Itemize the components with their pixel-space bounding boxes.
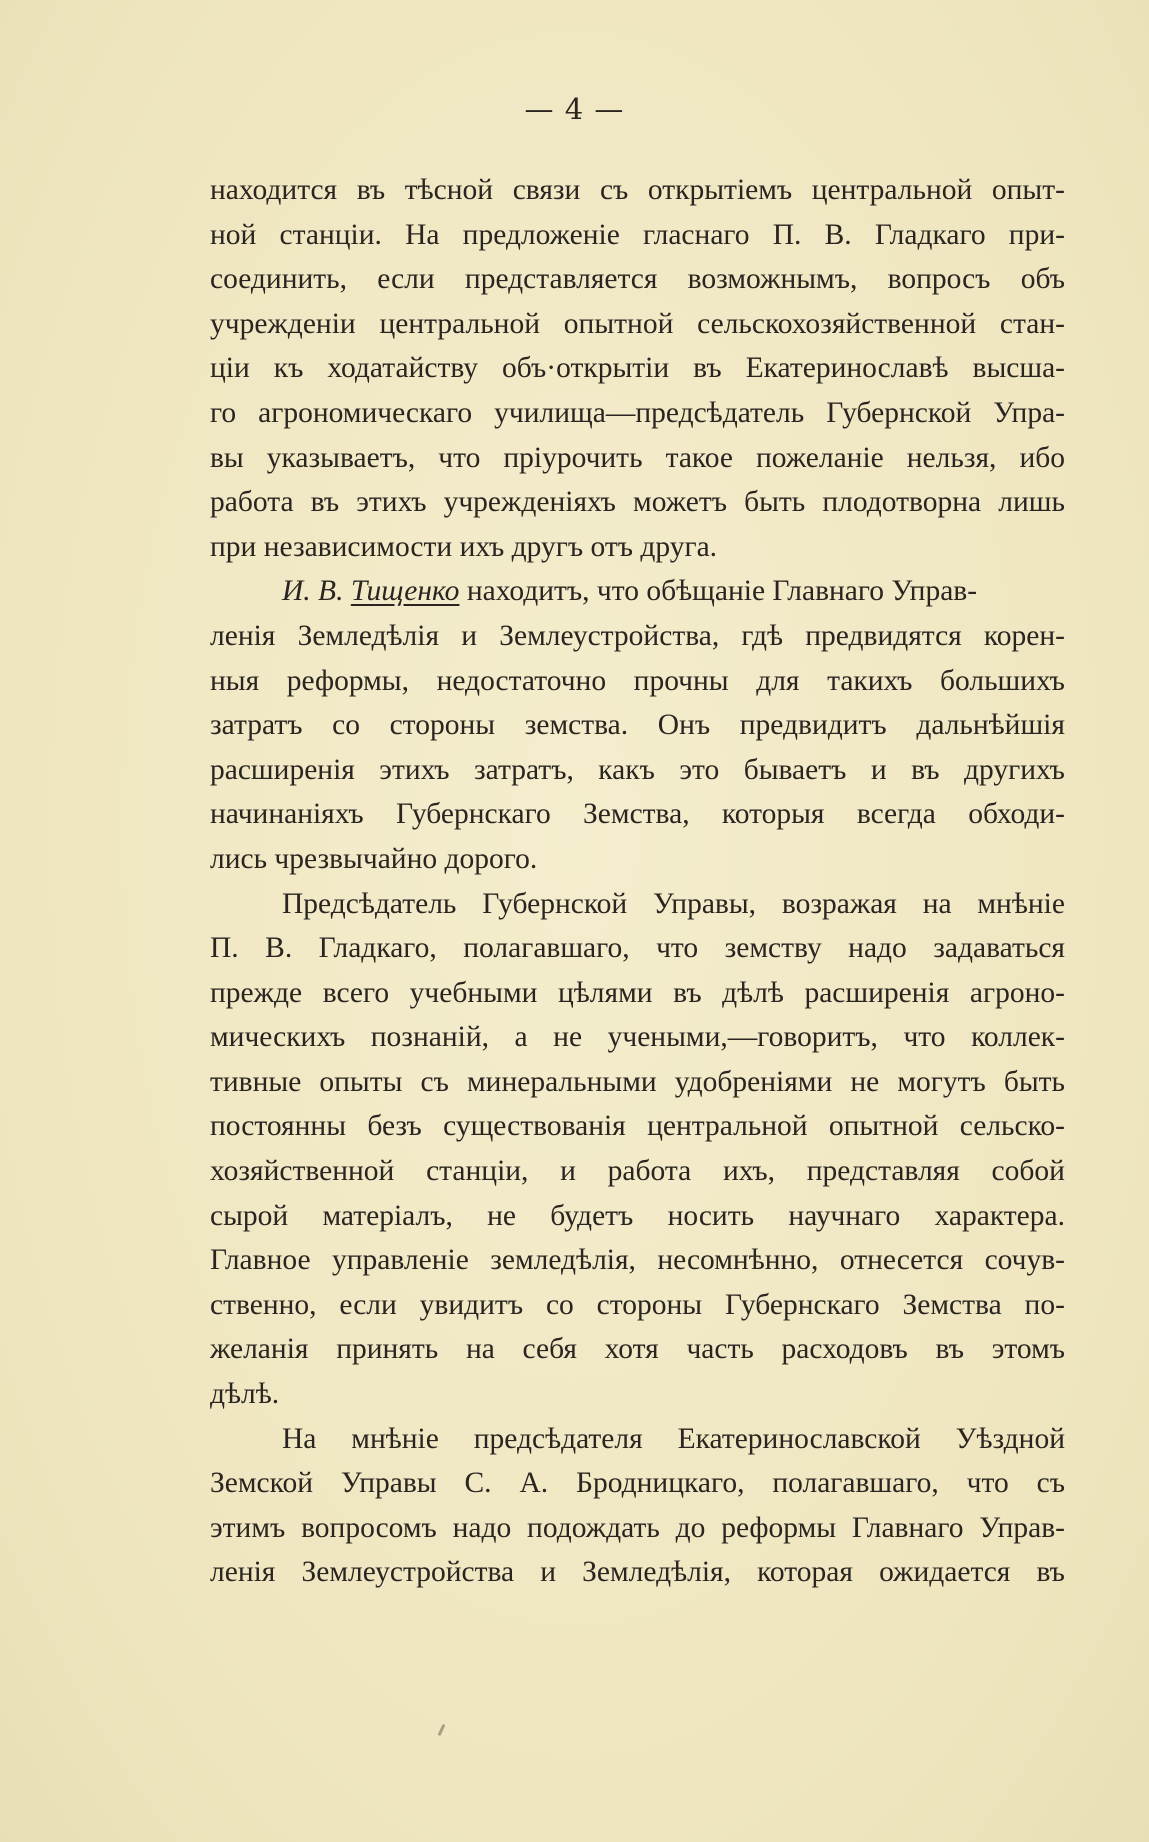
text-line: работа въ этихъ учрежденіяхъ можетъ быть плодотворна лишь [210,486,1065,519]
text-line: этимъ вопросомъ надо подождать до реформы Главнаго Управ- [210,1511,1065,1544]
text-line: На мнѣніе предсѣдателя Екатеринославской Уѣздной [282,1422,1065,1455]
text-line: лись чрезвычайно дорого. [210,842,538,875]
text-line: мическихъ познаній, а не учеными,—говоритъ, что коллек- [210,1021,1065,1054]
text-line: тивные опыты съ минеральными удобреніями не могутъ быть [210,1065,1065,1098]
paper-speck [438,1724,446,1736]
text-line: П. В. Гладкаго, полагавшаго, что земству надо задаваться [210,932,1065,965]
text-line: хозяйственной станціи, и работа ихъ, представляя собой [210,1155,1065,1188]
text-line [210,569,1065,614]
page-number: — 4 — [524,92,625,126]
text-line: расширенія этихъ затратъ, какъ это бываетъ и въ другихъ [210,753,1065,786]
text-line: Земской Управы С. А. Бродницкаго, полагавшаго, что съ [210,1467,1065,1500]
text-fragment: находитъ, что обѣщаніе Главнаго Управ- [466,575,978,608]
text-line: сырой матеріалъ, не будетъ носить научнаго характера. [210,1199,1065,1232]
text-line: затратъ со стороны земства. Онъ предвидитъ дальнѣйшія [210,709,1065,742]
text-line: вы указываетъ, что пріурочить такое пожеланіе нельзя, ибо [210,441,1065,474]
text-line: при независимости ихъ другъ отъ друга. [210,530,718,563]
text-line: желанія принять на себя хотя часть расходовъ въ этомъ [210,1333,1065,1366]
text-line: начинаніяхъ Губернскаго Земства, которыя всегда обходи- [210,798,1065,831]
text-line: ной станціи. На предложеніе гласнаго П. В. Гладкаго при- [210,218,1065,251]
text-line: постоянны безъ существованія центральной опытной сельско- [210,1110,1065,1143]
speaker-initials: И. В. [282,575,344,608]
text-line: ленія Землеустройства и Земледѣлія, которая ожидается въ [210,1556,1065,1589]
speaker-name: Тищенко [350,575,460,608]
text-line: учрежденіи центральной опытной сельскохозяйственной стан- [210,307,1065,340]
text-line: ціи къ ходатайству объ·открытіи въ Екатеринославѣ высша- [210,352,1065,385]
text-line: дѣлѣ. [210,1378,280,1411]
text-line: соединить, если представляется возможнымъ, вопросъ объ [210,263,1065,296]
text-line: ленія Земледѣлія и Землеустройства, гдѣ предвидятся корен- [210,619,1065,652]
text-line: прежде всего учебными цѣлями въ дѣлѣ расширенія агроно- [210,976,1065,1009]
text-line: Предсѣдатель Губернской Управы, возражая на мнѣніе [282,887,1065,920]
text-line: находится въ тѣсной связи съ открытіемъ центральной опыт- [210,174,1065,206]
text-line: го агрономическаго училища—предсѣдатель Губернской Упра- [210,396,1065,429]
text-line: ственно, если увидитъ со стороны Губернскаго Земства по- [210,1288,1065,1321]
body-text [210,168,1065,1595]
text-line: Главное управленіе земледѣлія, несомнѣнно, отнесется сочув- [210,1244,1065,1277]
text-line: ныя реформы, недостаточно прочны для такихъ большихъ [210,664,1065,697]
